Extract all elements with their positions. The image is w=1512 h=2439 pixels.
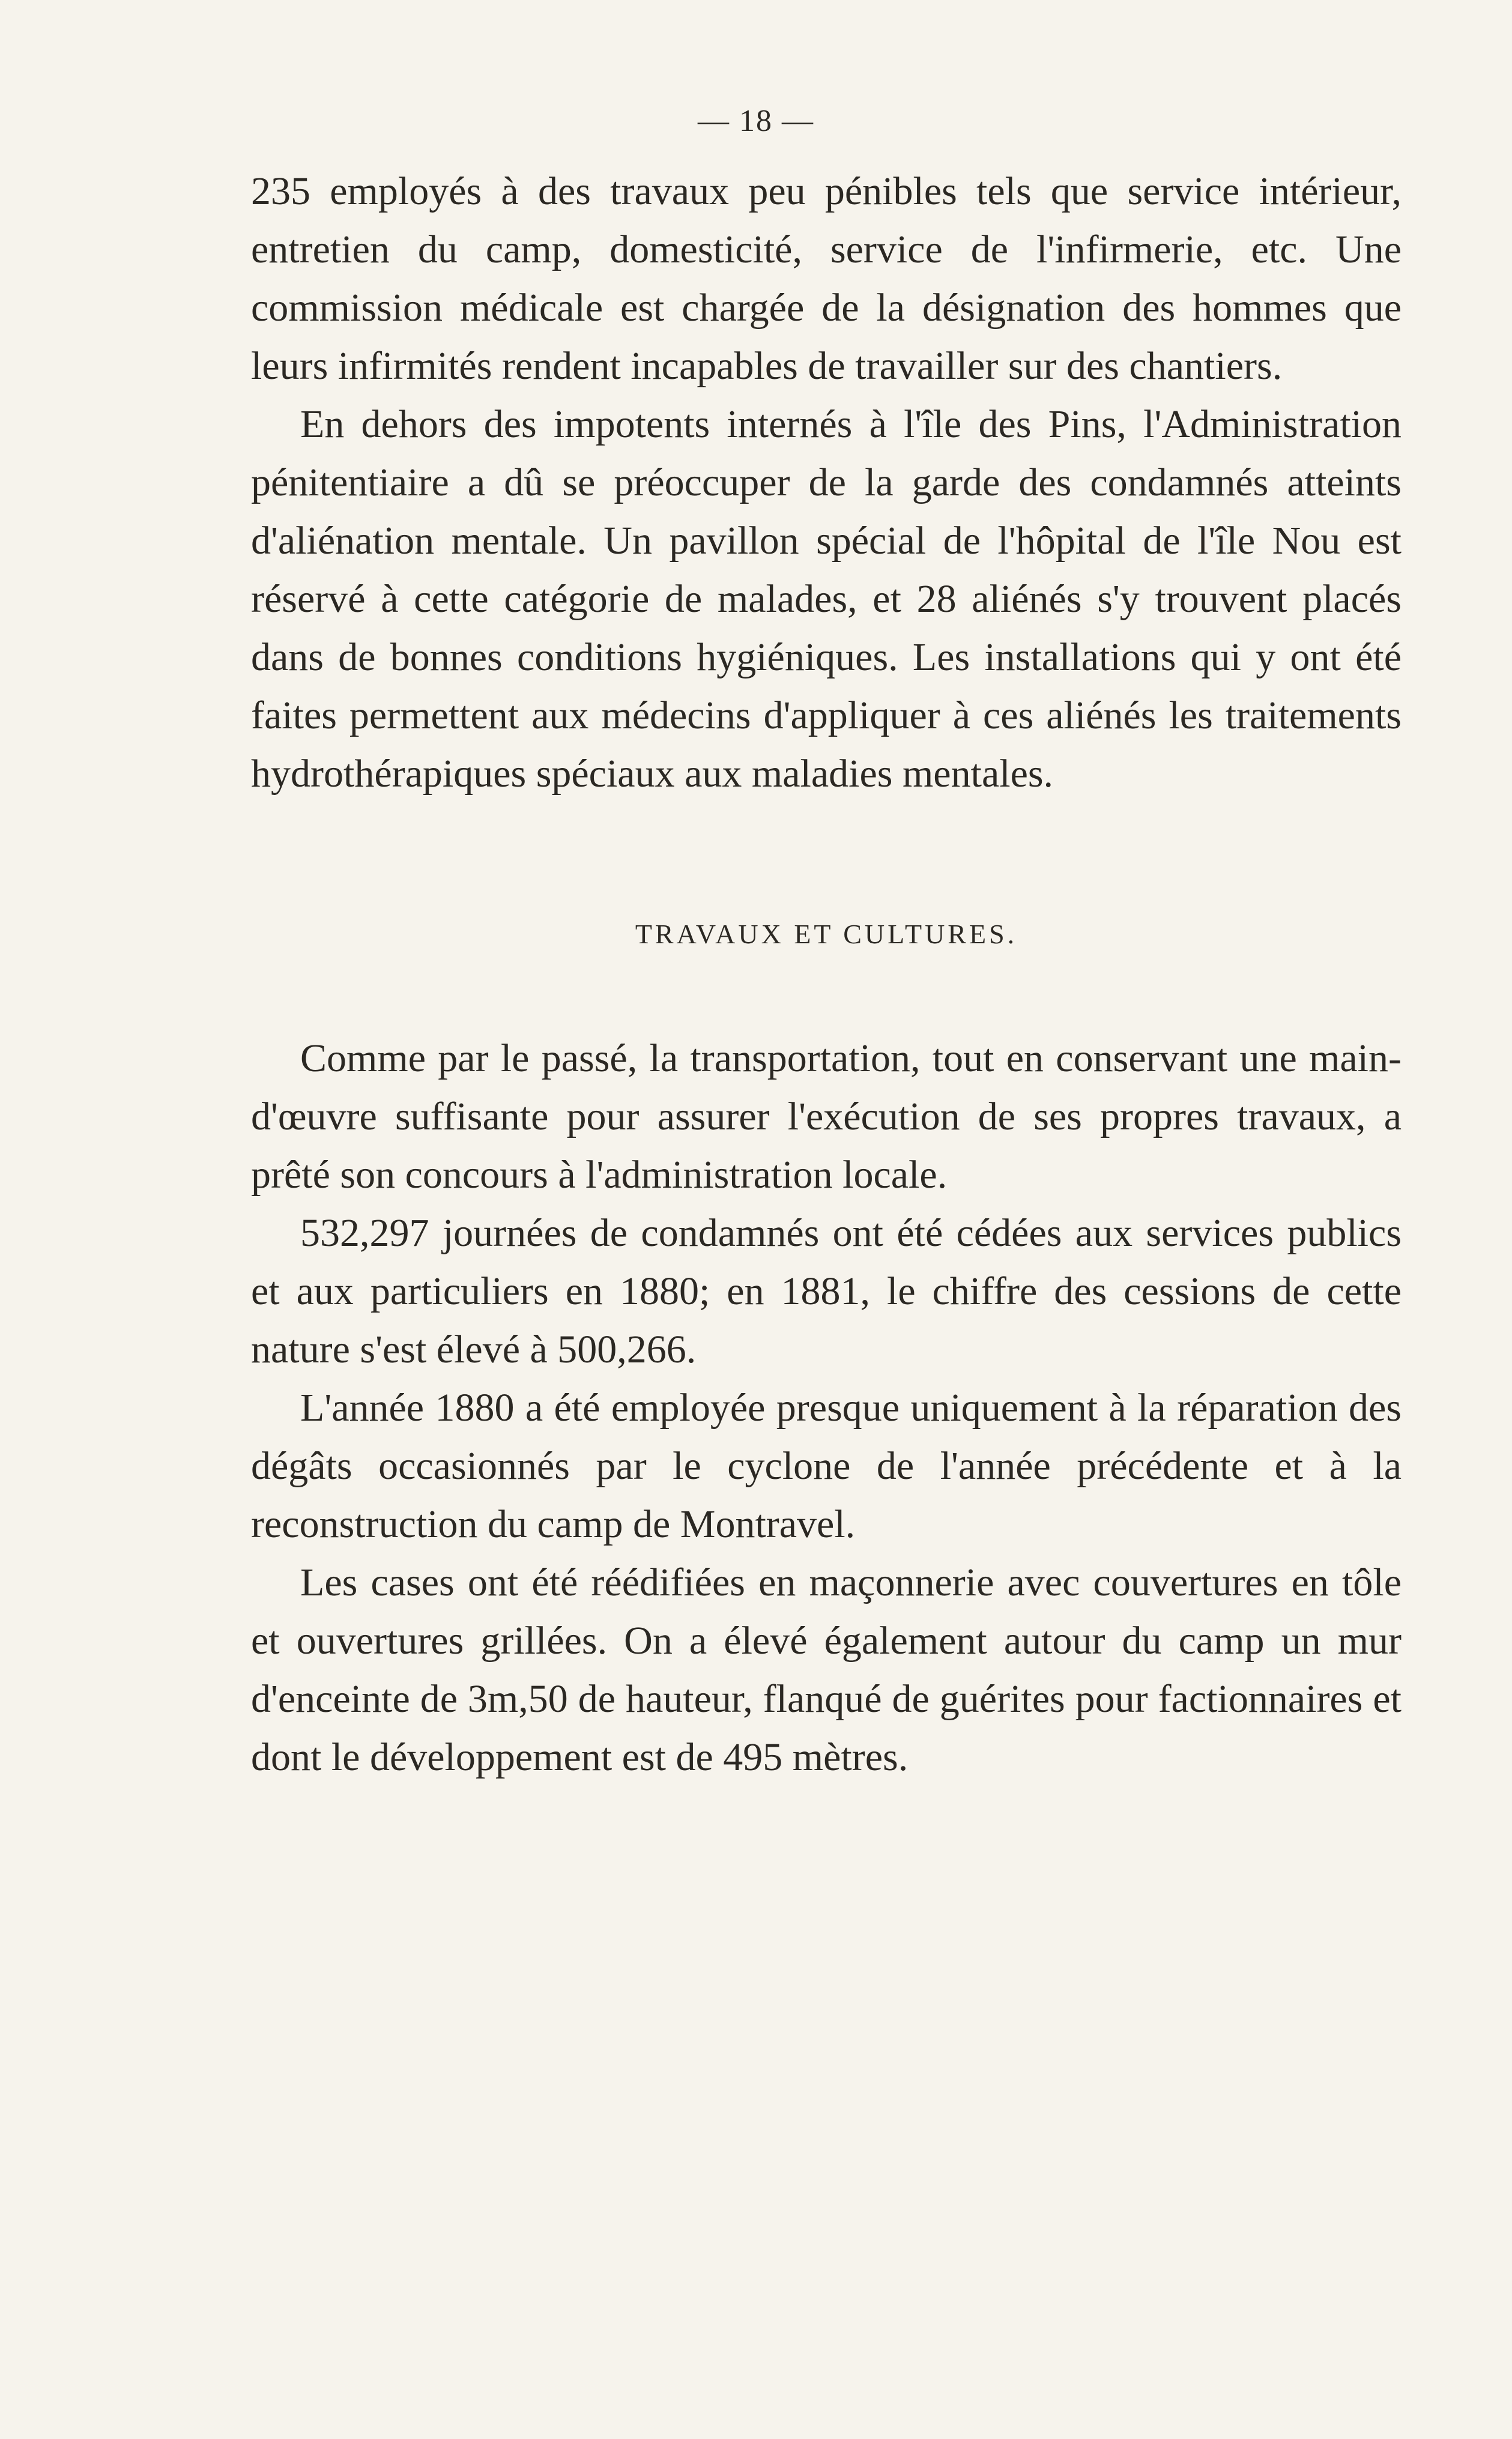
- page-number: — 18 —: [698, 104, 814, 138]
- paragraph: En dehors des impotents internés à l'île des Pins, l'Administration pénitentiaire a dû se préoccuper de la garde des condamnés atteints d'aliénation mentale. Un pavillon spécial de l'hôpital de l'île Nou est réservé à cette catégorie de malades, et 28 aliénés s'y trouvent placés dans de bonnes conditions hygiéniques. Les installations qui y ont été faites permettent aux médecins d'appliquer à ces aliénés les traitements hydrothérapiques spéciaux aux maladies mentales.: [251, 402, 1402, 796]
- paragraph: 235 employés à des travaux peu pénibles tels que service intérieur, entretien du camp, domesticité, service de l'infirmerie, etc. Une commission médicale est chargée de la désignation des hommes que leurs infirmités rendent incapables de travailler sur des chantiers.: [251, 169, 1402, 388]
- paragraph: 532,297 journées de condamnés ont été cédées aux services publics et aux particuliers en 1880; en 1881, le chiffre des cessions de cette nature s'est élevé à 500,266.: [251, 1211, 1402, 1371]
- paragraph: Comme par le passé, la transportation, tout en conservant une main-d'œuvre suffisante pour assurer l'exécution de ses propres travaux, a prêté son concours à l'administration locale.: [251, 1036, 1402, 1197]
- paragraph: Les cases ont été réédifiées en maçonnerie avec couvertures en tôle et ouvertures grillées. On a élevé également autour du camp un mur d'enceinte de 3m,50 de hauteur, flanqué de guérites pour factionnaires et dont le développement est de 495 mètres.: [251, 1561, 1402, 1779]
- paragraph: L'année 1880 a été employée presque uniquement à la réparation des dégâts occasionnés par le cyclone de l'année précédente et à la reconstruction du camp de Montravel.: [251, 1386, 1402, 1546]
- body-text: [251, 162, 1402, 1786]
- section-heading: TRAVAUX ET CULTURES.: [635, 919, 1018, 949]
